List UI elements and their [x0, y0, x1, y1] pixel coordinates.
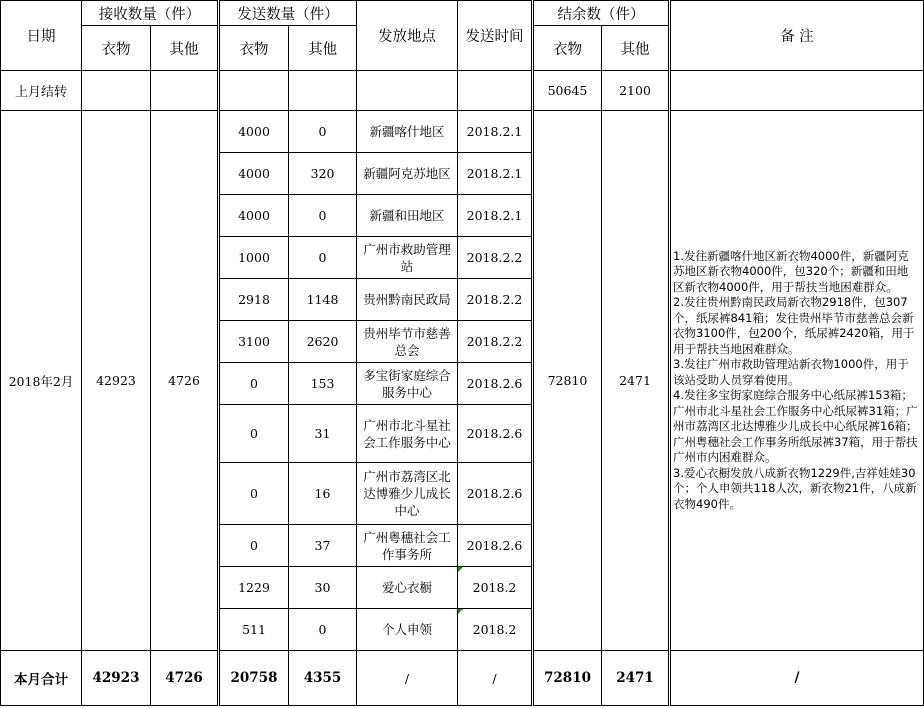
time-cell: 2018.2.1: [458, 111, 533, 153]
carry-over-sent-other: [289, 71, 357, 111]
totals-received-other: 4726: [151, 651, 219, 706]
time-cell: 2018.2.6: [458, 525, 533, 567]
month-balance-clothing: 72810: [533, 111, 602, 651]
sent-clothing-cell: 4000: [219, 153, 289, 195]
remark-line: 4.发往多宝街家庭综合服务中心纸尿裤153箱；广州市北斗星社会工作服务中心纸尿裤31箱；广州市荔湾区北达博雅少儿成长中心纸尿裤16箱；广州粤穗社会工作事务所纸尿裤37箱，用于帮扶广州市内困难群众。: [673, 388, 918, 465]
place-cell: 多宝街家庭综合服务中心: [357, 363, 458, 405]
place-cell: 新疆喀什地区: [357, 111, 458, 153]
place-cell: 贵州黔南民政局: [357, 279, 458, 321]
place-cell: 广州市救助管理站: [357, 237, 458, 279]
carry-over-balance-clothing: 50645: [533, 71, 602, 111]
header-received: 接收数量（件）: [82, 1, 219, 26]
place-cell: 爱心衣橱: [357, 567, 458, 609]
remarks-cell: [670, 111, 924, 651]
sent-clothing-cell: 1000: [219, 237, 289, 279]
carry-over-balance-other: 2100: [602, 71, 670, 111]
sent-clothing-cell: 4000: [219, 195, 289, 237]
month-date: 2018年2月: [1, 111, 82, 651]
header-balance-other: 其他: [602, 26, 670, 71]
time-cell: 2018.2.6: [458, 405, 533, 463]
header-send-time: 发送时间: [458, 1, 533, 71]
time-cell: 2018.2: [458, 609, 533, 651]
month-balance-other: 2471: [602, 111, 670, 651]
header-date: 日期: [1, 1, 82, 71]
totals-remarks: /: [670, 651, 924, 706]
sent-clothing-cell: 0: [219, 463, 289, 525]
place-cell: 广州粤穗社会工作事务所: [357, 525, 458, 567]
sent-clothing-cell: 4000: [219, 111, 289, 153]
header-received-other: 其他: [151, 26, 219, 71]
header-remarks: 备 注: [670, 1, 924, 71]
sent-other-cell: 0: [289, 195, 357, 237]
carry-over-label: 上月结转: [1, 71, 82, 111]
carry-over-remarks: [670, 71, 924, 111]
totals-balance-other: 2471: [602, 651, 670, 706]
sent-clothing-cell: 511: [219, 609, 289, 651]
sent-other-cell: 16: [289, 463, 357, 525]
place-cell: 广州市北斗星社会工作服务中心: [357, 405, 458, 463]
time-cell: 2018.2.6: [458, 363, 533, 405]
totals-balance-clothing: 72810: [533, 651, 602, 706]
place-cell: 个人申领: [357, 609, 458, 651]
place-cell: 贵州毕节市慈善总会: [357, 321, 458, 363]
header-received-clothing: 衣物: [82, 26, 151, 71]
time-cell: 2018.2.1: [458, 153, 533, 195]
place-cell: 新疆阿克苏地区: [357, 153, 458, 195]
sent-clothing-cell: 0: [219, 363, 289, 405]
time-cell: 2018.2.1: [458, 195, 533, 237]
time-cell: 2018.2.2: [458, 321, 533, 363]
sent-other-cell: 153: [289, 363, 357, 405]
time-cell: 2018.2.6: [458, 463, 533, 525]
sent-other-cell: 1148: [289, 279, 357, 321]
header-row-1: [1, 1, 924, 26]
sent-other-cell: 320: [289, 153, 357, 195]
totals-label: 本月合计: [1, 651, 82, 706]
carry-over-received-clothing: [82, 71, 151, 111]
sent-other-cell: 37: [289, 525, 357, 567]
header-balance: 结余数（件）: [533, 1, 670, 26]
totals-time: /: [458, 651, 533, 706]
month-received-other: 4726: [151, 111, 219, 651]
carry-over-place: [357, 71, 458, 111]
remark-line: 1.发往新疆喀什地区新衣物4000件，新疆阿克苏地区新衣物4000件，包320个；新疆和田地区新衣物4000件，用于帮扶当地困难群众。: [673, 248, 909, 294]
place-cell: 新疆和田地区: [357, 195, 458, 237]
header-balance-clothing: 衣物: [533, 26, 602, 71]
sent-clothing-cell: 0: [219, 405, 289, 463]
sent-other-cell: 0: [289, 111, 357, 153]
header-sent-other: 其他: [289, 26, 357, 71]
totals-sent-other: 4355: [289, 651, 357, 706]
carry-over-row: [1, 71, 924, 111]
time-cell: 2018.2.2: [458, 237, 533, 279]
time-cell: 2018.2.2: [458, 279, 533, 321]
time-cell: 2018.2: [458, 567, 533, 609]
remark-line: 3.发往广州市救助管理站新衣物1000件，用于该站受助人员穿着使用。: [673, 357, 909, 387]
totals-place: /: [357, 651, 458, 706]
totals-row: [1, 651, 924, 706]
remark-line: 3.爱心衣橱发放八成新衣物1229件,吉祥娃娃30个；个人申领共118人次，新衣物21件，八成新衣物490件。: [673, 465, 917, 511]
sent-clothing-cell: 0: [219, 525, 289, 567]
sent-other-cell: 0: [289, 237, 357, 279]
sent-other-cell: 31: [289, 405, 357, 463]
header-sent-clothing: 衣物: [219, 26, 289, 71]
totals-received-clothing: 42923: [82, 651, 151, 706]
table-row: [1, 111, 924, 153]
sent-clothing-cell: 3100: [219, 321, 289, 363]
carry-over-time: [458, 71, 533, 111]
remark-line: 2.发往贵州黔南民政局新衣物2918件，包307个，纸尿裤841箱；发往贵州毕节市慈善总会新衣物3100件，包200个，纸尿裤2420箱，用于用于帮扶当地困难群众。: [673, 295, 915, 356]
sent-clothing-cell: 1229: [219, 567, 289, 609]
month-received-clothing: 42923: [82, 111, 151, 651]
sent-other-cell: 2620: [289, 321, 357, 363]
header-sent: 发送数量（件）: [219, 1, 357, 26]
carry-over-received-other: [151, 71, 219, 111]
header-place: 发放地点: [357, 1, 458, 71]
totals-sent-clothing: 20758: [219, 651, 289, 706]
sent-other-cell: 0: [289, 609, 357, 651]
place-cell: 广州市荔湾区北达博雅少儿成长中心: [357, 463, 458, 525]
carry-over-sent-clothing: [219, 71, 289, 111]
sent-other-cell: 30: [289, 567, 357, 609]
sent-clothing-cell: 2918: [219, 279, 289, 321]
